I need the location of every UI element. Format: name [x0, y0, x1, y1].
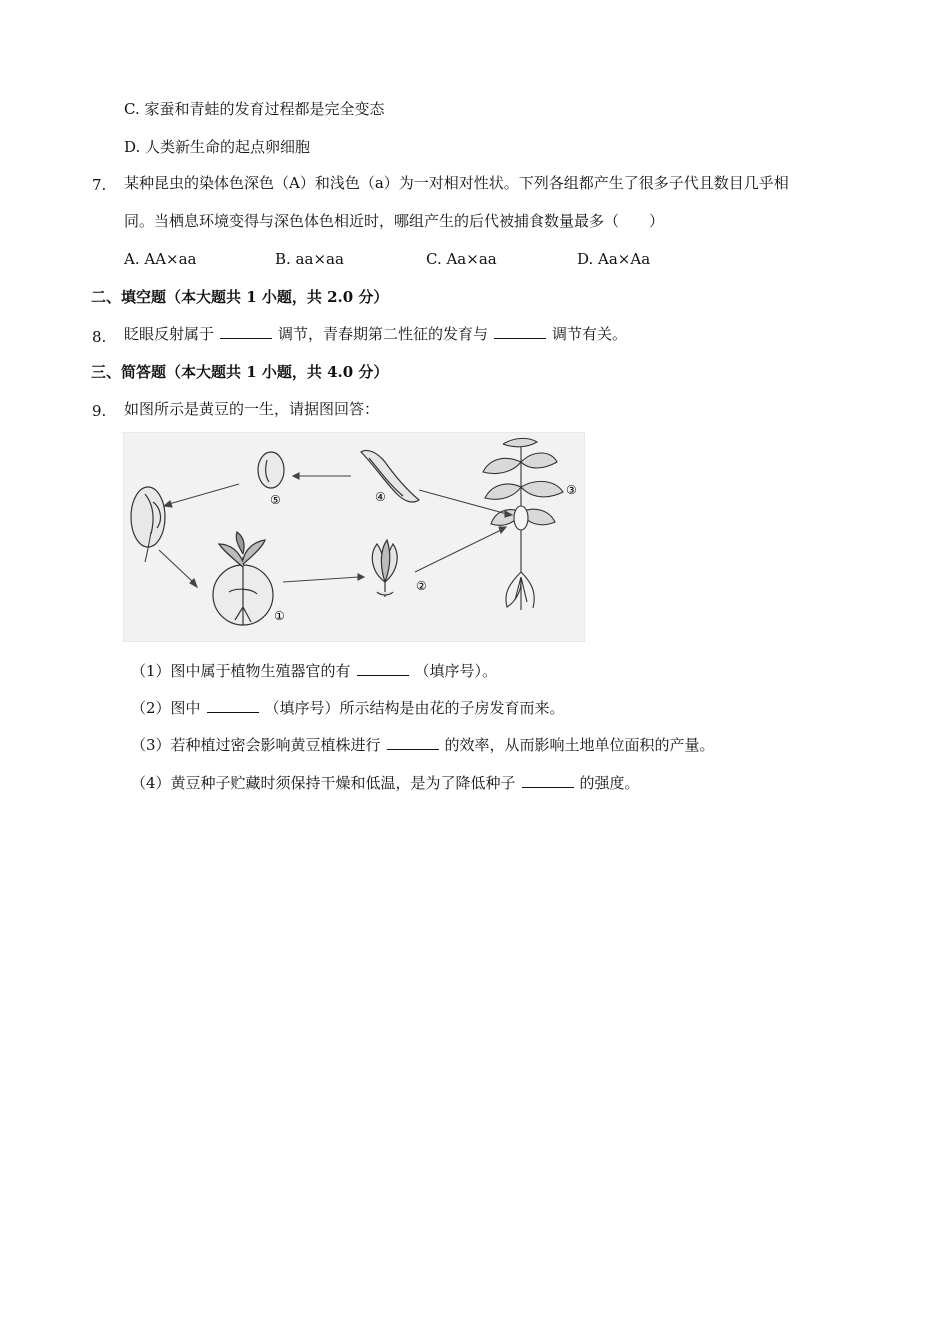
q9-sub2-text-a: （2）图中 — [131, 699, 201, 717]
q8-blank-1 — [220, 324, 272, 339]
q9-sub4-text-a: （4）黄豆种子贮藏时须保持干燥和低温，是为了降低种子 — [131, 774, 516, 792]
q9-number: 9. — [92, 402, 107, 420]
figure-label-2: ② — [416, 579, 427, 593]
section-3-heading: 三、简答题（本大题共 1 小题，共 4.0 分） — [91, 363, 389, 381]
q8-part1: 眨眼反射属于 — [124, 325, 215, 343]
q8-part2: 调节，青春期第二性征的发育与 — [278, 325, 489, 343]
q9-sub3-text-b: 的效率，从而影响土地单位面积的产量。 — [444, 736, 715, 754]
q8-text — [124, 323, 627, 345]
q9-sub3-blank — [387, 735, 439, 750]
soybean-life-cycle-figure — [123, 432, 585, 642]
q7-stem-line2: 同。当栖息环境变得与深色体色相近时，哪组产生的后代被捕食数量最多（ ） — [124, 212, 665, 230]
q7-number: 7. — [92, 176, 107, 194]
q9-sub4-blank — [522, 773, 574, 788]
q9-stem: 如图所示是黄豆的一生，请据图回答： — [124, 400, 380, 418]
q9-sub1 — [131, 660, 497, 682]
q6-option-c: C. 家蚕和青蛙的发育过程都是完全变态 — [124, 100, 385, 118]
q9-sub2 — [131, 697, 565, 719]
q7-option-c: C. Aa×aa — [426, 250, 497, 268]
q8-blank-2 — [494, 324, 546, 339]
q9-sub3 — [131, 734, 715, 756]
seed-drawing — [258, 452, 284, 488]
q7-option-a: A. AA×aa — [124, 250, 197, 268]
figure-label-4: ④ — [375, 490, 386, 504]
figure-label-3: ③ — [566, 483, 577, 497]
q8-number: 8. — [92, 328, 107, 346]
q9-sub1-text-b: （填序号）。 — [414, 662, 498, 680]
section-2-heading: 二、填空题（本大题共 1 小题，共 2.0 分） — [91, 288, 389, 306]
q9-sub2-blank — [207, 698, 259, 713]
q9-sub2-text-b: （填序号）所示结构是由花的子房发育而来。 — [264, 699, 565, 717]
q9-sub1-text-a: （1）图中属于植物生殖器官的有 — [131, 662, 351, 680]
figure-label-1: ① — [274, 609, 285, 623]
q9-sub4-text-b: 的强度。 — [579, 774, 640, 792]
q7-stem-line1: 某种昆虫的染体色深色（A）和浅色（a）为一对相对性状。下列各组都产生了很多子代且数目几乎相 — [124, 174, 789, 192]
q7-option-b: B. aa×aa — [275, 250, 344, 268]
q9-sub1-blank — [357, 661, 409, 676]
q9-sub3-text-a: （3）若种植过密会影响黄豆植株进行 — [131, 736, 381, 754]
q6-option-d: D. 人类新生命的起点卵细胞 — [124, 138, 311, 156]
figure-label-5: ⑤ — [270, 493, 281, 507]
q8-part3: 调节有关。 — [552, 325, 628, 343]
q7-option-d: D. Aa×Aa — [577, 250, 651, 268]
q9-sub4 — [131, 772, 640, 794]
